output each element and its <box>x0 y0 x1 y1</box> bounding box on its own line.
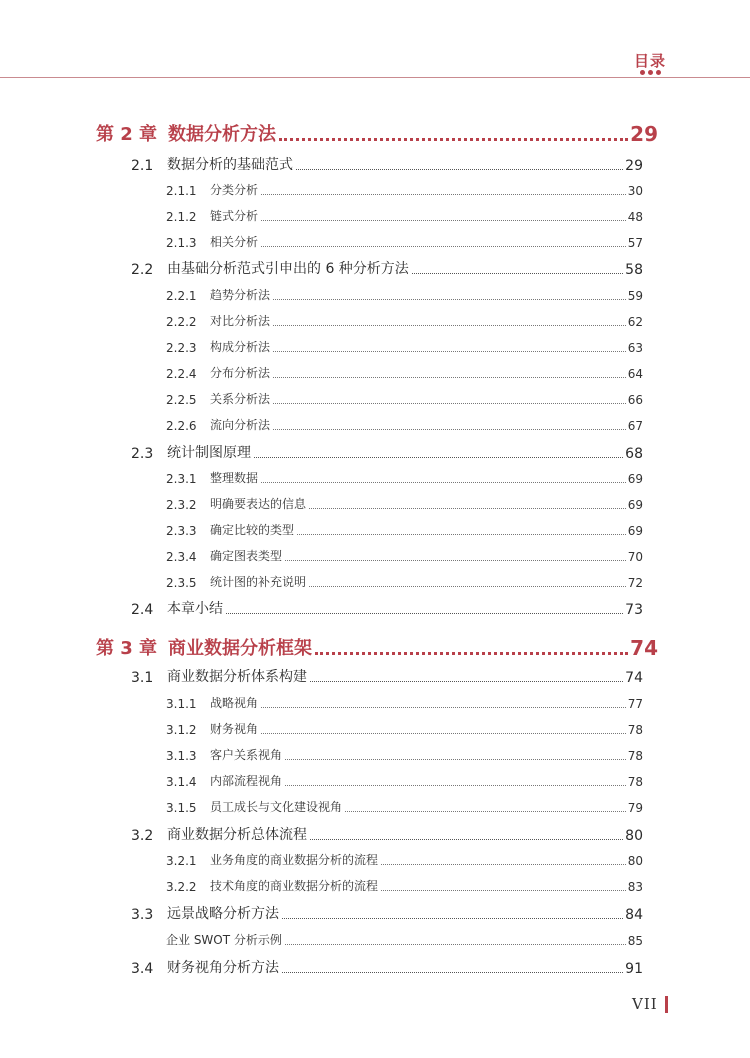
folio-bar <box>665 996 668 1013</box>
toc-subsection-row[interactable] <box>166 719 643 737</box>
toc-entry-number: 3.2.1 <box>166 854 197 868</box>
toc-entry-page: 83 <box>627 880 643 894</box>
toc-subsection-row[interactable] <box>166 494 643 512</box>
toc-entry-page: 79 <box>627 801 643 815</box>
toc-entry-number: 3.1.5 <box>166 801 197 815</box>
toc-dot-leader <box>381 890 626 891</box>
toc-dot-leader <box>310 839 623 840</box>
toc-entry-number: 3.1.1 <box>166 697 197 711</box>
toc-entry-title: 数据分析方法 <box>168 124 276 145</box>
toc-subsection-row[interactable] <box>166 415 643 433</box>
toc-entry-number: 3.1 <box>131 670 154 686</box>
toc-entry-title: 分布分析法 <box>210 366 271 380</box>
toc-entry-page: 72 <box>627 576 643 590</box>
toc-section-row[interactable] <box>131 598 643 618</box>
toc-entry-page: 70 <box>627 550 643 564</box>
toc-subsection-row[interactable] <box>166 572 643 590</box>
toc-subsection-row[interactable] <box>166 693 643 711</box>
toc-dot-leader <box>297 534 626 535</box>
toc-entry-page: 91 <box>625 961 643 977</box>
toc-entry-title: 数据分析的基础范式 <box>167 157 293 173</box>
toc-entry-title: 统计制图原理 <box>167 445 251 461</box>
toc-section-row[interactable] <box>131 824 643 844</box>
toc-chapter-row[interactable] <box>96 634 658 660</box>
toc-entry-page: 67 <box>627 419 643 433</box>
toc-subsection-row[interactable] <box>166 285 643 303</box>
toc-entry-number: 2.2.5 <box>166 393 197 407</box>
toc-entry-title: 整理数据 <box>210 471 259 485</box>
toc-section-row[interactable] <box>131 957 643 977</box>
toc-entry-number: 3.1.2 <box>166 723 197 737</box>
toc-entry-title: 分类分析 <box>210 183 259 197</box>
page-folio <box>632 995 668 1013</box>
toc-dot-leader <box>273 299 626 300</box>
toc-entry-title: 统计图的补充说明 <box>210 575 307 589</box>
toc-entry-page: 48 <box>627 210 643 224</box>
toc-entry-title: 商业数据分析体系构建 <box>167 669 307 685</box>
toc-entry-number: 2.1.1 <box>166 184 197 198</box>
toc-section-row[interactable] <box>131 442 643 462</box>
toc-entry-page: 80 <box>627 854 643 868</box>
toc-entry-number: 2.4 <box>131 602 154 618</box>
toc-subsection-row[interactable] <box>166 311 643 329</box>
toc-entry-page: 69 <box>627 524 643 538</box>
toc-entry-number: 3.2.2 <box>166 880 197 894</box>
toc-entry-page: 69 <box>627 472 643 486</box>
toc-entry-page: 29 <box>630 122 658 146</box>
toc-entry-page: 62 <box>627 315 643 329</box>
toc-entry-page: 30 <box>627 184 643 198</box>
toc-dot-leader <box>261 733 626 734</box>
toc-entry-title: 关系分析法 <box>210 392 271 406</box>
toc-entry-title: 企业 SWOT 分析示例 <box>166 933 282 947</box>
toc-entry-title: 相关分析 <box>210 235 259 249</box>
toc-entry-number: 第 3 章 <box>96 638 158 659</box>
toc-dot-leader <box>282 972 623 973</box>
toc-dot-leader <box>261 194 626 195</box>
toc-entry-page: 74 <box>630 636 658 660</box>
toc-subsection-row[interactable] <box>166 389 643 407</box>
toc-dot-leader <box>254 457 623 458</box>
toc-dot-leader <box>381 864 626 865</box>
toc-entry-page: 29 <box>625 158 643 174</box>
toc-entry-number: 3.1.3 <box>166 749 197 763</box>
toc-entry-number: 2.2.1 <box>166 289 197 303</box>
toc-entry-title: 流向分析法 <box>210 418 271 432</box>
toc-entry-title: 确定图表类型 <box>210 549 283 563</box>
toc-section-row[interactable] <box>131 258 643 278</box>
toc-entry-number: 2.3.5 <box>166 576 197 590</box>
toc-subsection-row[interactable] <box>166 546 643 564</box>
toc-dot-leader <box>261 707 626 708</box>
toc-subsection-row[interactable] <box>166 930 643 948</box>
toc-entry-number: 2.2 <box>131 262 154 278</box>
toc-entry-title: 内部流程视角 <box>210 774 283 788</box>
toc-entry-page: 78 <box>627 723 643 737</box>
toc-dot-leader <box>285 759 626 760</box>
toc-entry-title: 远景战略分析方法 <box>167 906 279 922</box>
toc-dot-leader <box>261 246 626 247</box>
toc-entry-title: 财务视角分析方法 <box>167 960 279 976</box>
toc-entry-number: 2.1.3 <box>166 236 197 250</box>
toc-subsection-row[interactable] <box>166 771 643 789</box>
toc-entry-title: 本章小结 <box>167 601 223 617</box>
toc-section-row[interactable] <box>131 154 643 174</box>
toc-entry-title: 构成分析法 <box>210 340 271 354</box>
toc-entry-title: 由基础分析范式引申出的 6 种分析方法 <box>167 261 409 277</box>
toc-subsection-row[interactable] <box>166 520 643 538</box>
toc-chapter-row[interactable] <box>96 120 658 146</box>
toc-dot-leader <box>273 429 626 430</box>
toc-entry-title: 商业数据分析框架 <box>168 638 312 659</box>
header-divider <box>0 77 750 78</box>
toc-entry-number: 2.2.2 <box>166 315 197 329</box>
toc-dot-leader <box>315 652 628 655</box>
toc-dot-leader <box>279 138 628 141</box>
toc-entry-page: 77 <box>627 697 643 711</box>
toc-entry-number: 2.3.2 <box>166 498 197 512</box>
toc-subsection-row[interactable] <box>166 797 643 815</box>
toc-entry-page: 74 <box>625 670 643 686</box>
toc-dot-leader <box>273 403 626 404</box>
toc-entry-page: 57 <box>627 236 643 250</box>
toc-entry-number: 2.2.4 <box>166 367 197 381</box>
toc-dot-leader <box>412 273 623 274</box>
toc-entry-title: 对比分析法 <box>210 314 271 328</box>
toc-entry-page: 85 <box>627 934 643 948</box>
toc-entry-title: 商业数据分析总体流程 <box>167 827 307 843</box>
toc-entry-number: 2.1.2 <box>166 210 197 224</box>
toc-entry-page: 59 <box>627 289 643 303</box>
toc-entry-title: 技术角度的商业数据分析的流程 <box>210 879 379 893</box>
toc-dot-leader <box>285 560 626 561</box>
toc-entry-title: 明确要表达的信息 <box>210 497 307 511</box>
toc-dot-leader <box>309 508 626 509</box>
toc-entry-title: 客户关系视角 <box>210 748 283 762</box>
toc-subsection-row[interactable] <box>166 180 643 198</box>
toc-entry-number: 2.3 <box>131 446 154 462</box>
toc-entry-title: 趋势分析法 <box>210 288 271 302</box>
toc-subsection-row[interactable] <box>166 206 643 224</box>
toc-entry-page: 64 <box>627 367 643 381</box>
toc-entry-title: 业务角度的商业数据分析的流程 <box>210 853 379 867</box>
header-title: 目录 <box>634 52 667 70</box>
toc-entry-number: 3.1.4 <box>166 775 197 789</box>
toc-dot-leader <box>273 377 626 378</box>
toc-subsection-row[interactable] <box>166 468 643 486</box>
toc-entry-number: 2.1 <box>131 158 154 174</box>
toc-entry-page: 80 <box>625 828 643 844</box>
toc-section-row[interactable] <box>131 666 643 686</box>
toc-subsection-row[interactable] <box>166 745 643 763</box>
toc-dot-leader <box>285 785 626 786</box>
toc-entry-page: 66 <box>627 393 643 407</box>
toc-entry-title: 确定比较的类型 <box>210 523 295 537</box>
toc-dot-leader <box>261 482 626 483</box>
toc-dot-leader <box>273 325 626 326</box>
toc-entry-page: 68 <box>625 446 643 462</box>
toc-entry-page: 69 <box>627 498 643 512</box>
toc-dot-leader <box>273 351 626 352</box>
toc-entry-page: 63 <box>627 341 643 355</box>
toc-dot-leader <box>282 918 623 919</box>
toc-entry-title: 财务视角 <box>210 722 259 736</box>
toc-subsection-row[interactable] <box>166 232 643 250</box>
toc-section-row[interactable] <box>131 903 643 923</box>
toc-entry-title: 员工成长与文化建设视角 <box>210 800 343 814</box>
toc-entry-number: 2.3.1 <box>166 472 197 486</box>
toc-dot-leader <box>226 613 623 614</box>
toc-entry-number: 2.3.3 <box>166 524 197 538</box>
toc-dot-leader <box>285 944 626 945</box>
toc-entry-number: 2.2.3 <box>166 341 197 355</box>
toc-subsection-row[interactable] <box>166 850 643 868</box>
toc-entry-number: 第 2 章 <box>96 124 158 145</box>
toc-dot-leader <box>310 681 623 682</box>
toc-entry-page: 84 <box>625 907 643 923</box>
toc-entry-title: 链式分析 <box>210 209 259 223</box>
toc-dot-leader <box>261 220 626 221</box>
toc-entry-number: 2.3.4 <box>166 550 197 564</box>
toc-subsection-row[interactable] <box>166 337 643 355</box>
toc-subsection-row[interactable] <box>166 363 643 381</box>
header-dots-icon <box>640 70 661 75</box>
toc-entry-number: 3.3 <box>131 907 154 923</box>
toc-dot-leader <box>296 169 623 170</box>
toc-dot-leader <box>309 586 626 587</box>
toc-entry-page: 78 <box>627 775 643 789</box>
toc-entry-number: 3.2 <box>131 828 154 844</box>
toc-entry-page: 58 <box>625 262 643 278</box>
toc-entry-page: 73 <box>625 602 643 618</box>
toc-entry-page: 78 <box>627 749 643 763</box>
toc-dot-leader <box>345 811 626 812</box>
toc-entry-title: 战略视角 <box>210 696 259 710</box>
toc-subsection-row[interactable] <box>166 876 643 894</box>
toc-entry-number: 2.2.6 <box>166 419 197 433</box>
toc-entry-number: 3.4 <box>131 961 154 977</box>
page-number: VII <box>632 995 658 1013</box>
